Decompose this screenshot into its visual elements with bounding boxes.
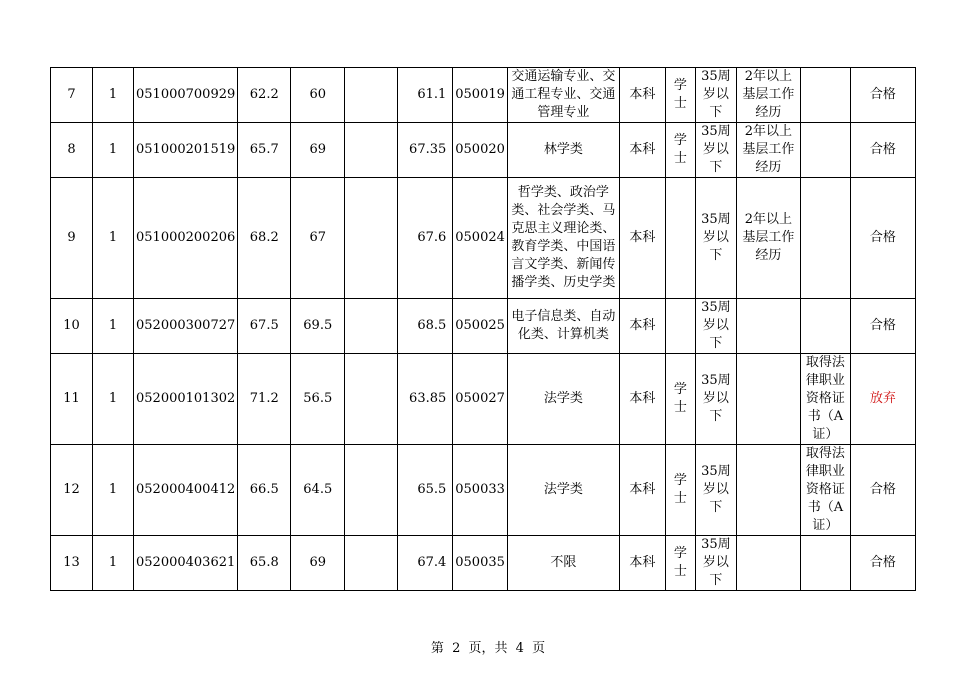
- cell-seq: 13: [51, 536, 93, 591]
- cell-position-code: 050027: [453, 354, 508, 445]
- cell-seq: 8: [51, 123, 93, 178]
- cell-written-score: 68.2: [238, 178, 291, 299]
- cell-education: 本科: [619, 68, 665, 123]
- cell-education: 本科: [619, 123, 665, 178]
- cell-position-code: 050025: [453, 299, 508, 354]
- cell-interview-score: 64.5: [291, 445, 345, 536]
- cell-interview-score: 67: [291, 178, 345, 299]
- cell-degree: 学士: [665, 123, 695, 178]
- cell-seq: 9: [51, 178, 93, 299]
- cell-exam-number: 051000200206: [134, 178, 238, 299]
- cell-written-score: 71.2: [238, 354, 291, 445]
- cell-result: 合格: [850, 178, 915, 299]
- cell-degree: 学士: [665, 445, 695, 536]
- cell-total-score: 67.6: [398, 178, 453, 299]
- cell-other-requirement: [800, 536, 850, 591]
- cell-total-score: 68.5: [398, 299, 453, 354]
- cell-count: 1: [93, 354, 134, 445]
- cell-count: 1: [93, 445, 134, 536]
- cell-interview-score: 56.5: [291, 354, 345, 445]
- table-row: [51, 178, 916, 299]
- cell-major: 法学类: [507, 445, 619, 536]
- page-footer: [0, 637, 976, 656]
- cell-exam-number: 052000400412: [134, 445, 238, 536]
- cell-total-score: 65.5: [398, 445, 453, 536]
- cell-major: 电子信息类、自动化类、计算机类: [507, 299, 619, 354]
- cell-count: 1: [93, 68, 134, 123]
- cell-experience: [736, 299, 800, 354]
- cell-total-score: 63.85: [398, 354, 453, 445]
- cell-education: 本科: [619, 354, 665, 445]
- cell-other-requirement: [800, 299, 850, 354]
- table-row: [51, 123, 916, 178]
- cell-experience: 2年以上基层工作经历: [736, 123, 800, 178]
- cell-degree: [665, 299, 695, 354]
- cell-other-requirement: 取得法律职业资格证书（A证）: [800, 445, 850, 536]
- cell-age: 35周岁以下: [695, 123, 736, 178]
- cell-experience: 2年以上基层工作经历: [736, 178, 800, 299]
- cell-seq: 11: [51, 354, 93, 445]
- cell-written-score: 65.8: [238, 536, 291, 591]
- cell-count: 1: [93, 536, 134, 591]
- cell-degree: 学士: [665, 354, 695, 445]
- cell-degree: 学士: [665, 536, 695, 591]
- cell-blank: [345, 299, 398, 354]
- cell-education: 本科: [619, 178, 665, 299]
- cell-exam-number: 052000300727: [134, 299, 238, 354]
- cell-blank: [345, 123, 398, 178]
- cell-position-code: 050035: [453, 536, 508, 591]
- footer-mid: 页，共: [468, 641, 508, 656]
- cell-position-code: 050024: [453, 178, 508, 299]
- cell-age: 35周岁以下: [695, 68, 736, 123]
- cell-result: 合格: [850, 299, 915, 354]
- cell-count: 1: [93, 299, 134, 354]
- table-row: [51, 68, 916, 123]
- cell-age: 35周岁以下: [695, 178, 736, 299]
- cell-seq: 12: [51, 445, 93, 536]
- cell-degree: 学士: [665, 68, 695, 123]
- cell-major: 哲学类、政治学类、社会学类、马克思主义理论类、 教育学类、中国语言文学类、新闻传播学类、历史学类: [507, 178, 619, 299]
- cell-other-requirement: 取得法律职业资格证书（A证）: [800, 354, 850, 445]
- cell-interview-score: 69: [291, 123, 345, 178]
- cell-other-requirement: [800, 178, 850, 299]
- table-row: [51, 536, 916, 591]
- cell-interview-score: 69: [291, 536, 345, 591]
- cell-seq: 10: [51, 299, 93, 354]
- cell-major: 不限: [507, 536, 619, 591]
- cell-education: 本科: [619, 299, 665, 354]
- cell-blank: [345, 68, 398, 123]
- cell-age: 35周岁以下: [695, 354, 736, 445]
- cell-count: 1: [93, 178, 134, 299]
- footer-page-number: 2: [452, 641, 461, 656]
- cell-major: 林学类: [507, 123, 619, 178]
- cell-other-requirement: [800, 123, 850, 178]
- cell-position-code: 050033: [453, 445, 508, 536]
- cell-count: 1: [93, 123, 134, 178]
- cell-degree: [665, 178, 695, 299]
- cell-written-score: 62.2: [238, 68, 291, 123]
- cell-exam-number: 052000403621: [134, 536, 238, 591]
- cell-blank: [345, 354, 398, 445]
- cell-exam-number: 051000201519: [134, 123, 238, 178]
- cell-total-score: 67.35: [398, 123, 453, 178]
- cell-seq: 7: [51, 68, 93, 123]
- results-table: [50, 67, 916, 591]
- cell-position-code: 050019: [453, 68, 508, 123]
- footer-prefix: 第: [430, 641, 444, 656]
- cell-interview-score: 60: [291, 68, 345, 123]
- cell-exam-number: 052000101302: [134, 354, 238, 445]
- cell-age: 35周岁以下: [695, 445, 736, 536]
- cell-written-score: 67.5: [238, 299, 291, 354]
- cell-age: 35周岁以下: [695, 299, 736, 354]
- cell-other-requirement: [800, 68, 850, 123]
- footer-total-pages: 4: [515, 641, 524, 656]
- table-row: [51, 445, 916, 536]
- cell-experience: 2年以上基层工作经历: [736, 68, 800, 123]
- cell-education: 本科: [619, 536, 665, 591]
- cell-experience: [736, 536, 800, 591]
- cell-exam-number: 051000700929: [134, 68, 238, 123]
- cell-result: 合格: [850, 68, 915, 123]
- cell-written-score: 66.5: [238, 445, 291, 536]
- cell-blank: [345, 178, 398, 299]
- cell-major: 法学类: [507, 354, 619, 445]
- cell-result: 合格: [850, 445, 915, 536]
- cell-major: 交通运输专业、交通工程专业、交通管理专业: [507, 68, 619, 123]
- cell-result: 放弃: [850, 354, 915, 445]
- footer-suffix: 页: [532, 641, 546, 656]
- cell-experience: [736, 445, 800, 536]
- cell-result: 合格: [850, 123, 915, 178]
- cell-total-score: 67.4: [398, 536, 453, 591]
- cell-blank: [345, 445, 398, 536]
- cell-age: 35周岁以下: [695, 536, 736, 591]
- cell-interview-score: 69.5: [291, 299, 345, 354]
- cell-position-code: 050020: [453, 123, 508, 178]
- cell-experience: [736, 354, 800, 445]
- cell-written-score: 65.7: [238, 123, 291, 178]
- cell-total-score: 61.1: [398, 68, 453, 123]
- cell-result: 合格: [850, 536, 915, 591]
- table-row: [51, 354, 916, 445]
- cell-education: 本科: [619, 445, 665, 536]
- cell-blank: [345, 536, 398, 591]
- table-row: [51, 299, 916, 354]
